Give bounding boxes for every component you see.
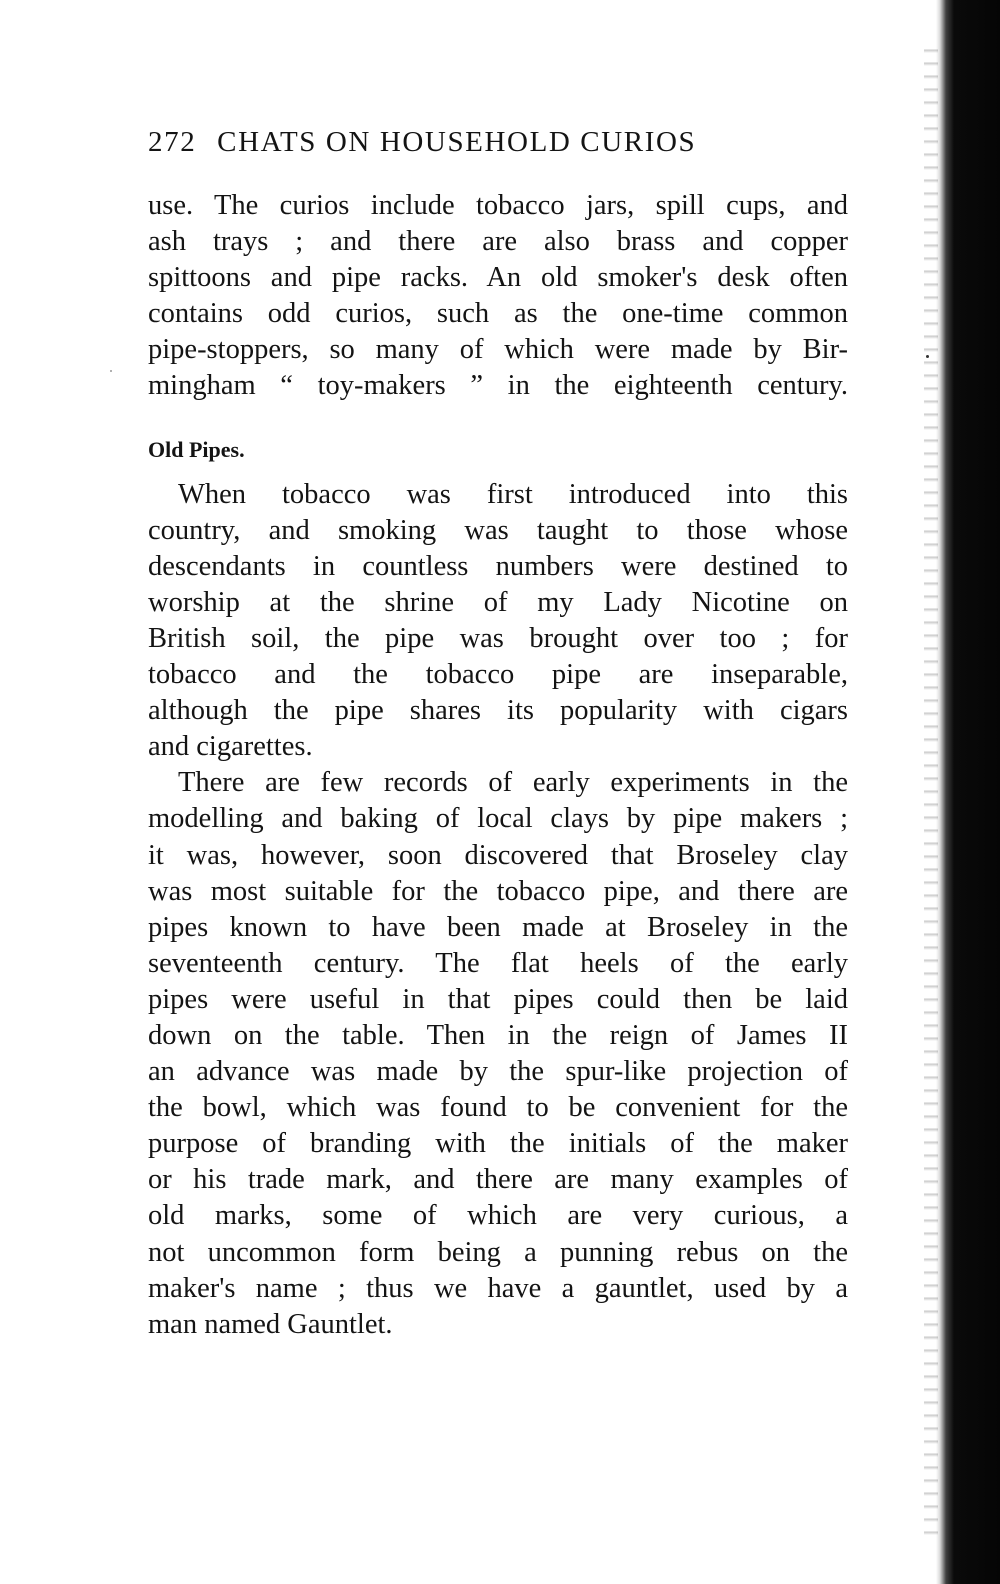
text-line: old marks, some of which are very curious, a [148, 1200, 848, 1232]
text-line: pipes known to have been made at Broseley in the [148, 911, 848, 943]
page-text-block [148, 120, 848, 1343]
text-line: contains odd curios, such as the one-time common [148, 298, 848, 330]
text-line: British soil, the pipe was brought over too ; for [148, 622, 848, 654]
text-line: modelling and baking of local clays by pipe makers ; [148, 803, 848, 835]
margin-speck [110, 370, 112, 372]
section-heading: Old Pipes. [148, 436, 245, 462]
text-line: seventeenth century. The flat heels of the early [148, 947, 848, 979]
text-line: There are few records of early experiments in the [178, 767, 848, 799]
text-line: descendants in countless numbers were destined to [148, 550, 848, 582]
text-line: it was, however, soon discovered that Broseley clay [148, 839, 848, 871]
text-line: or his trade mark, and there are many examples of [148, 1164, 848, 1196]
text-line: was most suitable for the tobacco pipe, and there are [148, 875, 848, 907]
paragraph-continued [148, 188, 848, 405]
running-head [148, 120, 848, 164]
book-title: CHATS ON HOUSEHOLD CURIOS [217, 126, 697, 158]
text-line: not uncommon form being a punning rebus on the [148, 1236, 848, 1268]
scan-binding-shadow [936, 0, 1000, 1584]
paragraph [148, 765, 848, 1343]
text-line: When tobacco was first introduced into this [178, 478, 848, 510]
text-line: country, and smoking was taught to those whose [148, 514, 848, 546]
text-line: use. The curios include tobacco jars, spill cups, and [148, 190, 848, 221]
text-line: although the pipe shares its popularity with cigars [148, 695, 848, 727]
scan-binding-speckle [924, 40, 938, 1540]
margin-speck [926, 355, 929, 358]
text-line: an advance was made by the spur-like projection of [148, 1056, 848, 1088]
text-line: mingham “ toy-makers ” in the eighteenth century. [148, 370, 848, 402]
text-line: spittoons and pipe racks. An old smoker's desk often [148, 262, 848, 294]
text-line: purpose of branding with the initials of the maker [148, 1128, 848, 1160]
text-line: down on the table. Then in the reign of James II [148, 1019, 848, 1051]
text-line: ash trays ; and there are also brass and copper [148, 226, 848, 258]
text-line: tobacco and the tobacco pipe are inseparable, [148, 659, 848, 691]
text-line: man named Gauntlet. [148, 1308, 393, 1340]
text-line: and cigarettes. [148, 731, 313, 763]
text-line: worship at the shrine of my Lady Nicotine on [148, 586, 848, 618]
text-line: the bowl, which was found to be convenient for the [148, 1092, 848, 1124]
text-line: pipes were useful in that pipes could then be laid [148, 983, 848, 1015]
text-line: pipe-stoppers, so many of which were made by Bir- [148, 334, 848, 366]
text-line: maker's name ; thus we have a gauntlet, used by a [148, 1272, 848, 1304]
page-number: 272 [148, 126, 197, 158]
paragraph [148, 477, 848, 766]
